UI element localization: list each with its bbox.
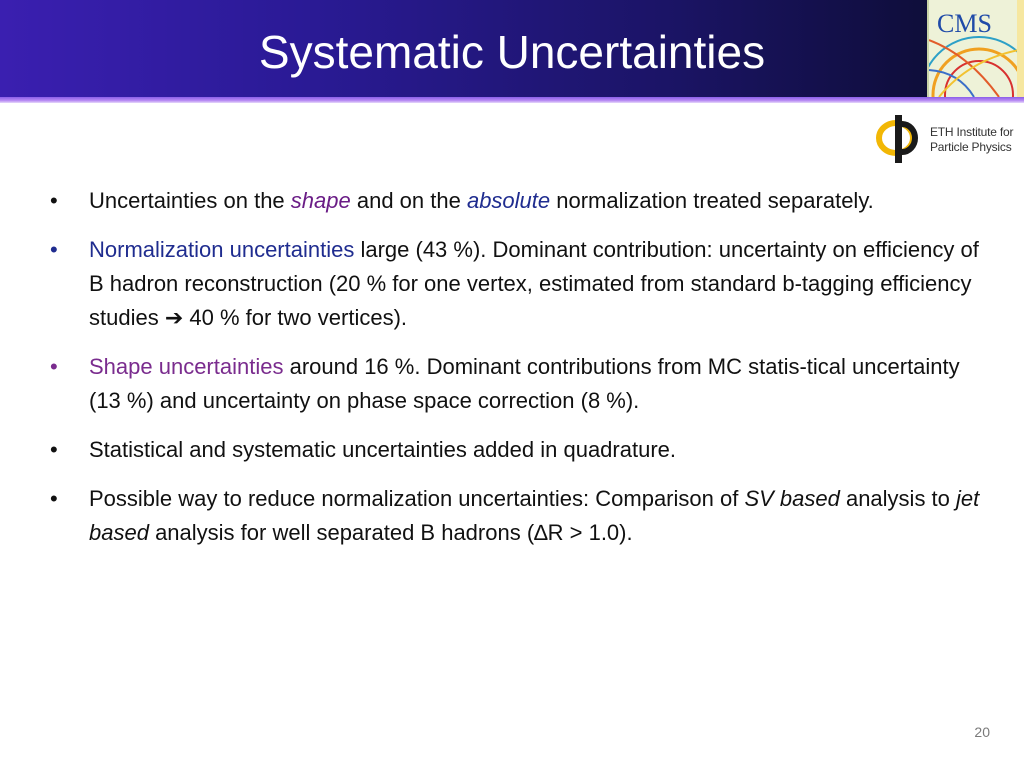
bullet-emphasis: shape — [290, 188, 351, 213]
eth-logo-line-2: Particle Physics — [930, 140, 1012, 154]
bullet-marker: • — [50, 437, 58, 462]
bullet-text: large (43 %). Dominant contribution: uncertainty on efficiency of B hadron reconstruction (20 % for one vertex, estimated from standard b-tagging efficiency studies — [89, 237, 979, 330]
bullet-text: Uncertainties on the — [89, 188, 291, 213]
bullet-text: analysis to — [839, 486, 957, 511]
delta-symbol: ∆ — [534, 520, 548, 545]
bullet-text: Statistical and systematic uncertainties added in quadrature. — [89, 437, 676, 462]
bullet-emphasis: jet based — [89, 486, 980, 545]
bullet-item-2 — [50, 233, 990, 335]
bullet-text: and on the — [350, 188, 467, 213]
eth-logo — [874, 112, 1024, 168]
title-underline — [0, 97, 1024, 103]
bullet-text: normalization treated separately. — [550, 188, 874, 213]
bullet-item-1 — [50, 184, 990, 218]
bullet-item-3 — [50, 350, 990, 418]
bullet-text: R > 1.0). — [547, 520, 633, 545]
bullet-item-4 — [50, 433, 990, 467]
bullet-highlight: Shape uncertainties — [89, 354, 284, 379]
bullet-text: around 16 %. Dominant contributions from MC statis-tical uncertainty (13 %) and uncertainty on phase space correction (8 %). — [89, 354, 960, 413]
page-number: 20 — [974, 724, 990, 740]
bullet-marker: • — [50, 237, 58, 262]
bullet-text: 40 % for two vertices). — [183, 305, 408, 330]
cms-logo-text: CMS — [937, 9, 992, 38]
bullet-marker: • — [50, 354, 58, 379]
cms-logo — [927, 0, 1024, 97]
bullet-marker: • — [50, 188, 58, 213]
slide-title: Systematic Uncertainties — [258, 26, 766, 78]
bullet-marker: • — [50, 486, 58, 511]
arrow-icon: ➔ — [164, 305, 184, 330]
bullet-emphasis: SV based — [744, 486, 840, 511]
eth-phi-icon — [874, 112, 924, 168]
bullet-emphasis: absolute — [466, 188, 551, 213]
eth-logo-text — [930, 125, 1013, 155]
eth-logo-line-1: ETH Institute for — [930, 125, 1014, 139]
bullet-highlight: Normalization uncertainties — [89, 237, 355, 262]
cms-logo-graphic — [929, 0, 1024, 97]
bullet-list — [50, 184, 990, 565]
bullet-item-5 — [50, 482, 990, 550]
bullet-text: Possible way to reduce normalization uncertainties: Comparison of — [89, 486, 745, 511]
bullet-text: analysis for well separated B hadrons ( — [148, 520, 535, 545]
